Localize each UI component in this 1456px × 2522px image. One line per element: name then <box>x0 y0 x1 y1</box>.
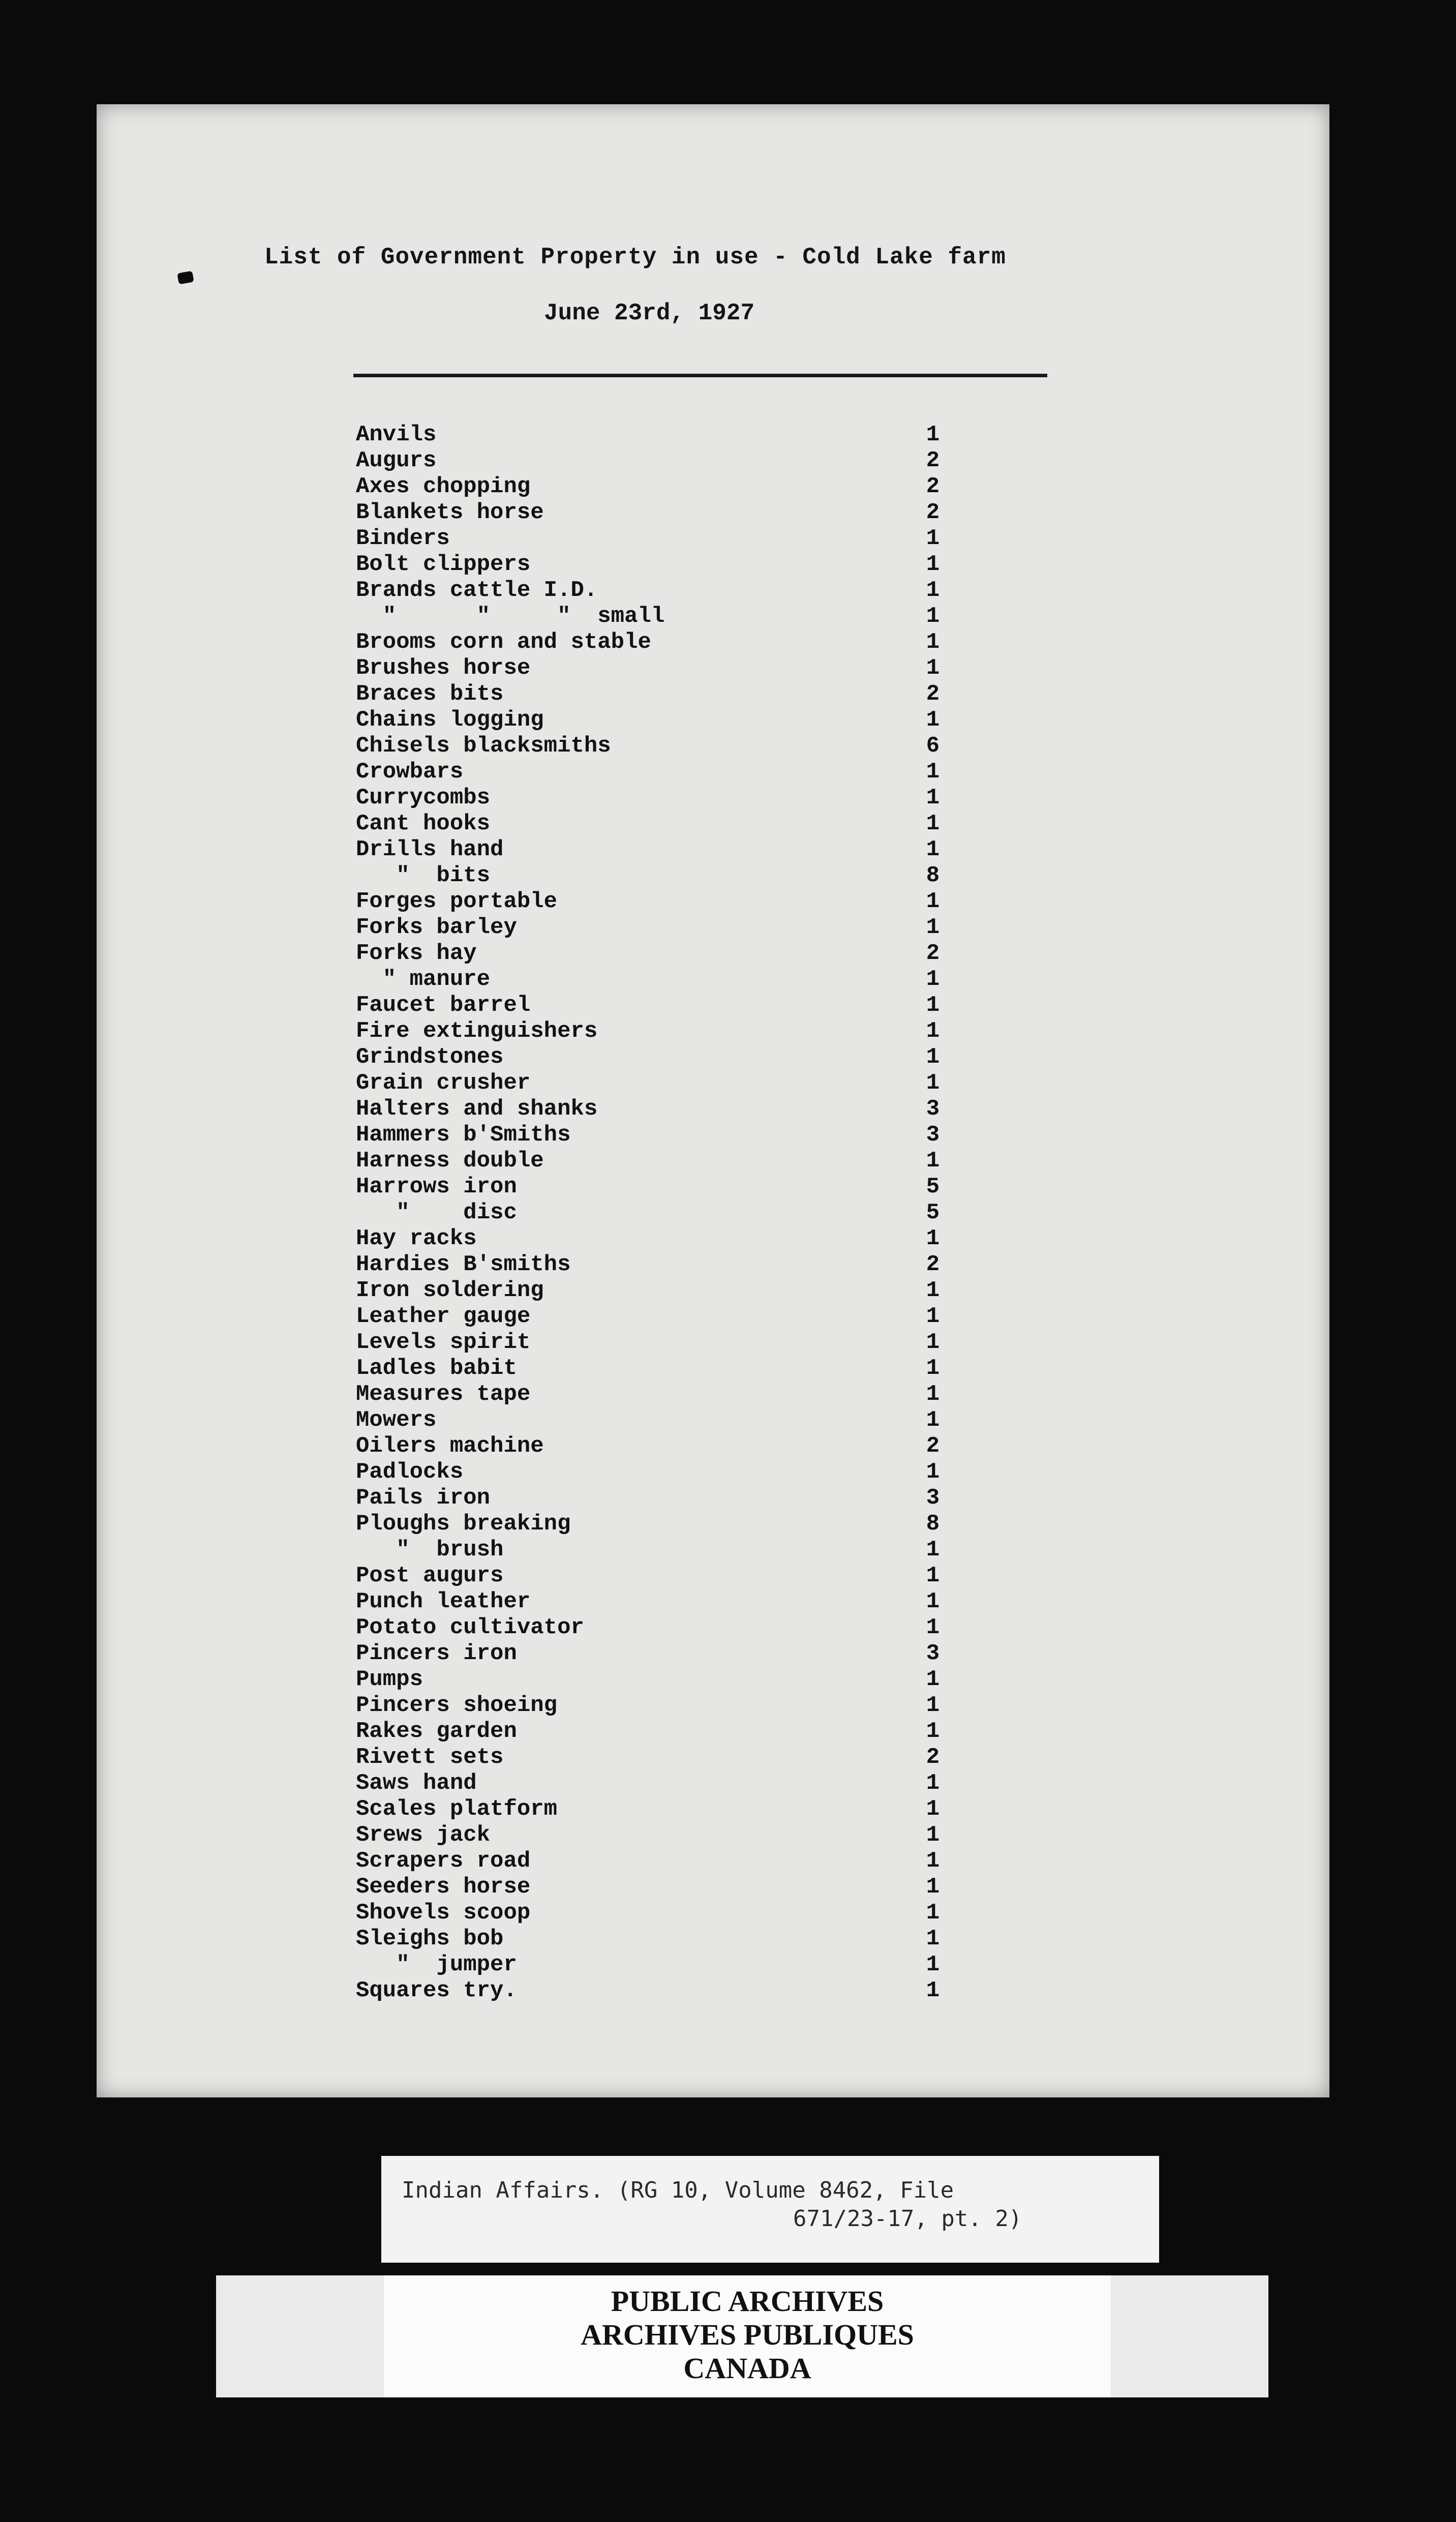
item-name: Hammers b'Smiths <box>356 1122 571 1148</box>
list-item <box>356 1667 1068 1693</box>
list-item <box>356 1822 1068 1848</box>
item-name: Sleighs bob <box>356 1926 504 1951</box>
item-quantity: 3 <box>926 1485 940 1511</box>
list-item <box>356 1148 1068 1174</box>
item-name: Forges portable <box>356 889 558 914</box>
list-item <box>356 552 1068 578</box>
item-name: Brands cattle I.D. <box>356 578 598 603</box>
item-quantity: 2 <box>926 500 940 525</box>
list-item <box>356 1200 1068 1226</box>
item-quantity: 1 <box>926 1563 940 1588</box>
item-quantity: 3 <box>926 1122 940 1148</box>
item-quantity: 2 <box>926 474 940 499</box>
item-name: Levels spirit <box>356 1330 531 1355</box>
item-quantity: 2 <box>926 941 940 966</box>
item-quantity: 2 <box>926 448 940 473</box>
list-item <box>356 578 1068 604</box>
item-name: Harness double <box>356 1148 544 1174</box>
item-quantity: 1 <box>926 578 940 603</box>
list-item <box>356 1511 1068 1537</box>
item-quantity: 1 <box>926 1589 940 1614</box>
item-name: Forks hay <box>356 941 477 966</box>
item-name: " jumper <box>356 1952 517 1977</box>
item-quantity: 1 <box>926 526 940 551</box>
list-item <box>356 1382 1068 1407</box>
item-name: Ploughs breaking <box>356 1511 571 1537</box>
item-name: Punch leather <box>356 1589 531 1614</box>
list-item <box>356 1304 1068 1330</box>
item-quantity: 1 <box>926 1148 940 1174</box>
item-name: Currycombs <box>356 785 491 810</box>
item-quantity: 1 <box>926 915 940 940</box>
list-item <box>356 733 1068 759</box>
list-item <box>356 759 1068 785</box>
list-item <box>356 1174 1068 1200</box>
item-quantity: 1 <box>926 1719 940 1744</box>
item-quantity: 6 <box>926 733 940 759</box>
item-quantity: 1 <box>926 1822 940 1848</box>
item-name: Grindstones <box>356 1044 504 1070</box>
item-name: " manure <box>356 967 491 992</box>
list-item <box>356 629 1068 655</box>
item-quantity: 5 <box>926 1174 940 1199</box>
archive-stamp-line3: CANADA <box>683 2352 811 2385</box>
item-quantity: 2 <box>926 1433 940 1459</box>
list-item <box>356 422 1068 448</box>
item-quantity: 1 <box>926 1407 940 1433</box>
archive-stamp-line1: PUBLIC ARCHIVES <box>611 2285 884 2318</box>
item-name: " brush <box>356 1537 504 1563</box>
list-item <box>356 1848 1068 1874</box>
item-name: Oilers machine <box>356 1433 544 1459</box>
list-item <box>356 1356 1068 1382</box>
archive-stamp-line2: ARCHIVES PUBLIQUES <box>581 2318 914 2351</box>
list-item <box>356 1589 1068 1615</box>
item-quantity: 1 <box>926 993 940 1018</box>
list-item <box>356 1018 1068 1044</box>
item-name: Halters and shanks <box>356 1096 598 1122</box>
item-quantity: 1 <box>926 889 940 914</box>
item-quantity: 5 <box>926 1200 940 1225</box>
item-name: Post augurs <box>356 1563 504 1588</box>
item-name: Scales platform <box>356 1796 558 1822</box>
item-name: Cant hooks <box>356 811 491 836</box>
item-quantity: 1 <box>926 759 940 785</box>
item-name: Measures tape <box>356 1382 531 1407</box>
item-name: Binders <box>356 526 450 551</box>
item-quantity: 1 <box>926 604 940 629</box>
item-name: " " " small <box>356 604 665 629</box>
list-item <box>356 1459 1068 1485</box>
list-item <box>356 889 1068 915</box>
list-item <box>356 1226 1068 1252</box>
item-quantity: 1 <box>926 1459 940 1485</box>
item-quantity: 1 <box>926 1304 940 1329</box>
item-name: Chisels blacksmiths <box>356 733 611 759</box>
list-item <box>356 707 1068 733</box>
item-name: Scrapers road <box>356 1848 531 1874</box>
list-item <box>356 837 1068 863</box>
list-item <box>356 1615 1068 1641</box>
list-item <box>356 1770 1068 1796</box>
item-name: Pincers shoeing <box>356 1693 558 1718</box>
item-name: Bolt clippers <box>356 552 531 577</box>
item-name: Forks barley <box>356 915 517 940</box>
list-item <box>356 1044 1068 1070</box>
item-name: Brushes horse <box>356 655 531 681</box>
item-name: Axes chopping <box>356 474 531 499</box>
list-item <box>356 1407 1068 1433</box>
item-quantity: 3 <box>926 1096 940 1122</box>
item-name: Potato cultivator <box>356 1615 584 1640</box>
archive-stamp <box>384 2275 1111 2397</box>
item-name: Faucet barrel <box>356 993 531 1018</box>
list-item <box>356 941 1068 967</box>
item-quantity: 1 <box>926 629 940 655</box>
item-quantity: 1 <box>926 1382 940 1407</box>
list-item <box>356 993 1068 1018</box>
list-item <box>356 811 1068 837</box>
list-item <box>356 474 1068 500</box>
item-name: Hay racks <box>356 1226 477 1251</box>
list-item <box>356 863 1068 889</box>
list-item <box>356 1693 1068 1719</box>
item-quantity: 2 <box>926 1745 940 1770</box>
list-item <box>356 1796 1068 1822</box>
document-date: June 23rd, 1927 <box>544 300 755 326</box>
list-item <box>356 1070 1068 1096</box>
archive-reference-label <box>381 2156 1159 2263</box>
item-name: Saws hand <box>356 1770 477 1796</box>
list-item <box>356 1926 1068 1952</box>
item-name: Chains logging <box>356 707 544 733</box>
item-name: Padlocks <box>356 1459 464 1485</box>
item-name: " bits <box>356 863 491 888</box>
item-quantity: 1 <box>926 1952 940 1977</box>
item-name: Iron soldering <box>356 1278 544 1303</box>
item-quantity: 1 <box>926 1070 940 1096</box>
list-item <box>356 655 1068 681</box>
item-name: Ladles babit <box>356 1356 517 1381</box>
item-quantity: 1 <box>926 1330 940 1355</box>
list-item <box>356 1900 1068 1926</box>
item-name: Srews jack <box>356 1822 491 1848</box>
item-name: Shovels scoop <box>356 1900 531 1926</box>
item-quantity: 1 <box>926 1900 940 1926</box>
archive-reference-line2: 671/23-17, pt. 2) <box>793 2206 1022 2232</box>
item-quantity: 1 <box>926 1226 940 1251</box>
item-quantity: 2 <box>926 1252 940 1277</box>
item-name: Harrows iron <box>356 1174 517 1199</box>
list-item <box>356 1433 1068 1459</box>
list-item <box>356 915 1068 941</box>
archive-stamp-bar <box>216 2275 1268 2397</box>
list-item <box>356 604 1068 629</box>
item-name: Anvils <box>356 422 437 447</box>
item-quantity: 1 <box>926 1615 940 1640</box>
item-name: Brooms corn and stable <box>356 629 651 655</box>
list-item <box>356 1719 1068 1745</box>
item-quantity: 8 <box>926 863 940 888</box>
item-quantity: 3 <box>926 1641 940 1666</box>
list-item <box>356 1096 1068 1122</box>
list-item <box>356 1745 1068 1770</box>
archive-reference-text <box>402 2176 1139 2233</box>
item-quantity: 1 <box>926 707 940 733</box>
item-quantity: 1 <box>926 1770 940 1796</box>
archive-reference-line1: Indian Affairs. (RG 10, Volume 8462, File <box>402 2177 954 2203</box>
list-item <box>356 526 1068 552</box>
item-quantity: 1 <box>926 1848 940 1874</box>
list-item <box>356 1978 1068 2004</box>
item-name: Mowers <box>356 1407 437 1433</box>
list-item <box>356 1537 1068 1563</box>
item-quantity: 1 <box>926 967 940 992</box>
document-page <box>97 104 1329 2097</box>
item-name: Crowbars <box>356 759 464 785</box>
item-name: Grain crusher <box>356 1070 531 1096</box>
item-quantity: 1 <box>926 1356 940 1381</box>
list-item <box>356 1485 1068 1511</box>
item-quantity: 1 <box>926 1537 940 1563</box>
list-item <box>356 1122 1068 1148</box>
list-item <box>356 1252 1068 1278</box>
item-name: Seeders horse <box>356 1874 531 1900</box>
item-name: Braces bits <box>356 681 504 707</box>
item-name: Leather gauge <box>356 1304 531 1329</box>
item-quantity: 1 <box>926 1044 940 1070</box>
list-item <box>356 967 1068 993</box>
divider-line <box>353 374 1047 377</box>
item-name: Drills hand <box>356 837 504 862</box>
item-quantity: 1 <box>926 1926 940 1951</box>
item-name: Hardies B'smiths <box>356 1252 571 1277</box>
item-quantity: 1 <box>926 1278 940 1303</box>
item-name: Squares try. <box>356 1978 517 2003</box>
list-item <box>356 1641 1068 1667</box>
item-name: Rivett sets <box>356 1745 504 1770</box>
list-item <box>356 1874 1068 1900</box>
item-quantity: 1 <box>926 1018 940 1044</box>
ink-blot <box>177 271 194 285</box>
item-name: Rakes garden <box>356 1719 517 1744</box>
item-name: Pails iron <box>356 1485 491 1511</box>
item-name: Blankets horse <box>356 500 544 525</box>
list-item <box>356 681 1068 707</box>
list-item <box>356 500 1068 526</box>
item-name: Fire extinguishers <box>356 1018 598 1044</box>
item-quantity: 1 <box>926 1978 940 2003</box>
item-name: Augurs <box>356 448 437 473</box>
list-item <box>356 1563 1068 1589</box>
item-quantity: 1 <box>926 1796 940 1822</box>
item-name: Pumps <box>356 1667 423 1692</box>
item-quantity: 1 <box>926 1667 940 1692</box>
document-title: List of Government Property in use - Cold Lake farm <box>264 244 1006 271</box>
item-quantity: 1 <box>926 811 940 836</box>
list-item <box>356 785 1068 811</box>
item-name: " disc <box>356 1200 517 1225</box>
item-quantity: 1 <box>926 1693 940 1718</box>
item-quantity: 1 <box>926 655 940 681</box>
item-quantity: 1 <box>926 422 940 447</box>
list-item <box>356 1330 1068 1356</box>
item-quantity: 1 <box>926 837 940 862</box>
item-quantity: 1 <box>926 552 940 577</box>
item-quantity: 1 <box>926 785 940 810</box>
property-list <box>356 422 1068 2004</box>
list-item <box>356 448 1068 474</box>
item-quantity: 8 <box>926 1511 940 1537</box>
item-quantity: 1 <box>926 1874 940 1900</box>
item-name: Pincers iron <box>356 1641 517 1666</box>
list-item <box>356 1278 1068 1304</box>
item-quantity: 2 <box>926 681 940 707</box>
list-item <box>356 1952 1068 1978</box>
